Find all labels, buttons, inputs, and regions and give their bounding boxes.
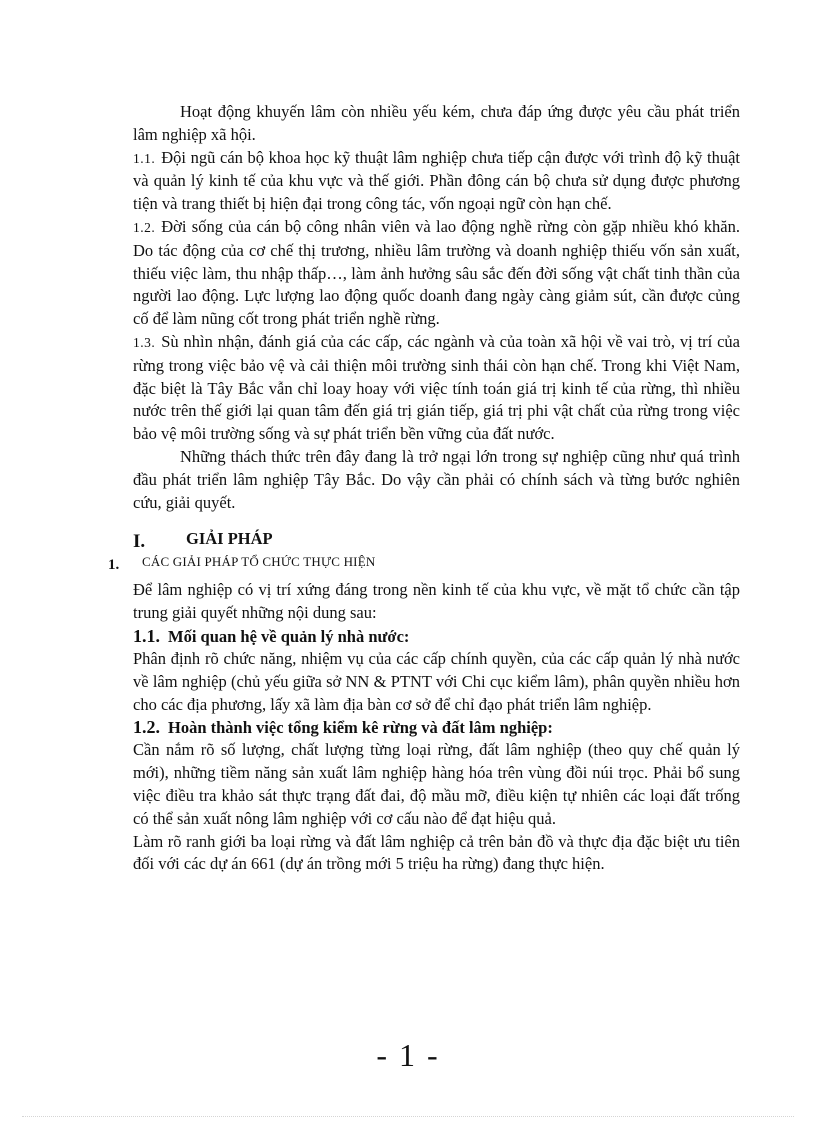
- item-text: Sù nhìn nhận, đánh giá của các cấp, các ngành và của toàn xã hội về vai trò, vị trí của rừng trong việc bảo vệ và cải thiện môi trường sinh thái còn hạn chế. Trong khi Việt Nam, đặc biệt là Tây Bắc vẫn chỉ loay hoay với việc tính toán giá trị kinh tế của rừng, thì nhiều nước trên thế giới lại quan tâm đến giá trị gián tiếp, giá trị phi vật chất của rừng trong việc bảo vệ môi trường sống và sự phát triển bền vững của đất nước.: [133, 331, 740, 444]
- section-subtitle: CÁC GIẢI PHÁP TỔ CHỨC THỰC HIỆN: [142, 554, 376, 570]
- item-number: 1.2.: [133, 219, 156, 235]
- page-number: - 1 -: [376, 1037, 440, 1073]
- subsection-title: Hoàn thành việc tổng kiểm kê rừng và đất lâm nghiệp:: [168, 718, 553, 738]
- subsection-number: 1.2.: [133, 717, 160, 738]
- subsection-heading-1-1: [133, 625, 740, 648]
- subsection-heading-1-2: [133, 716, 740, 739]
- section-outer-number: 1.: [108, 557, 120, 574]
- item-number: 1.1.: [133, 150, 156, 166]
- item-text: Đội ngũ cán bộ khoa học kỹ thuật lâm nghiệp chưa tiếp cận được với trình độ kỹ thuật và quản lý kinh tế của khu vực và thế giới. Phần đông cán bộ chưa sử dụng được phương tiện và trang thiết bị hiện đại trong công tác, vốn ngoại ngữ còn hạn chế.: [133, 147, 740, 214]
- section-title: GIẢI PHÁP: [186, 529, 273, 549]
- numbered-item-1-1: [133, 147, 740, 216]
- section-intro-paragraph: Để lâm nghiệp có vị trí xứng đáng trong nền kinh tế của khu vực, về mặt tổ chức cần tập trung giải quyết những nội dung sau:: [133, 580, 740, 623]
- section-roman-numeral: I.: [133, 531, 146, 553]
- subsection-paragraph: Cần nắm rõ số lượng, chất lượng từng loại rừng, đất lâm nghiệp (theo quy chế quản lý mới), những tiềm năng sản xuất lâm nghiệp hàng hóa trên vùng đồi núi trọc. Phải bổ sung việc điều tra khảo sát thực trạng đất đai, độ mầu mỡ, điều kiện tự nhiên các loại đất trống có thể sản xuất nông lâm nghiệp với cơ cấu nào để đạt hiệu quả.: [133, 740, 740, 828]
- subsection-paragraph: Phân định rõ chức năng, nhiệm vụ của các cấp chính quyền, của các cấp quản lý nhà nước về lâm nghiệp (chủ yếu giữa sở NN & PTNT với Chi cục kiểm lâm), phân quyền nhiều hơn cho các địa phương, lấy xã làm địa bàn cơ sở để chỉ đạo phát triển lâm nghiệp.: [133, 648, 740, 714]
- subsection-paragraph: Làm rõ ranh giới ba loại rừng và đất lâm nghiệp cả trên bản đồ và thực địa đặc biệt ưu tiên đối với các dự án 661 (dự án trồng mới 5 triệu ha rừng) đang thực hiện.: [133, 831, 740, 874]
- item-number: 1.3.: [133, 334, 156, 350]
- page-bottom-divider: [22, 1116, 794, 1117]
- section-heading: [108, 529, 740, 579]
- document-body: [108, 101, 740, 876]
- item-text: Đời sống của cán bộ công nhân viên và lao động nghề rừng còn gặp nhiều khó khăn. Do tác động của cơ chế thị trương, nhiều lâm trường và doanh nghiệp thiếu vốn sản xuất, thiếu việc làm, thu nhập thấp…, làm ảnh hưởng sâu sắc đến đời sống vật chất tinh thần của người lao động. Lực lượng lao động quốc doanh đang ngày càng giảm sút, cần được củng cố để làm nũng cốt trong phát triển nghề rừng.: [133, 216, 740, 329]
- subsection-title: Mối quan hệ về quản lý nhà nước:: [168, 626, 410, 646]
- numbered-item-1-3: [133, 331, 740, 446]
- subsection-number: 1.1.: [133, 625, 160, 646]
- intro-paragraph: Hoạt động khuyến lâm còn nhiều yếu kém, chưa đáp ứng được yêu cầu phát triển lâm nghiệp xã hội.: [133, 102, 740, 144]
- closing-paragraph: Những thách thức trên đây đang là trở ngại lớn trong sự nghiệp cũng như quá trình đầu phát triển lâm nghiệp Tây Bắc. Do vậy cần phải có chính sách và từng bước nghiên cứu, giải quyết.: [133, 446, 740, 512]
- numbered-item-1-2: [133, 216, 740, 331]
